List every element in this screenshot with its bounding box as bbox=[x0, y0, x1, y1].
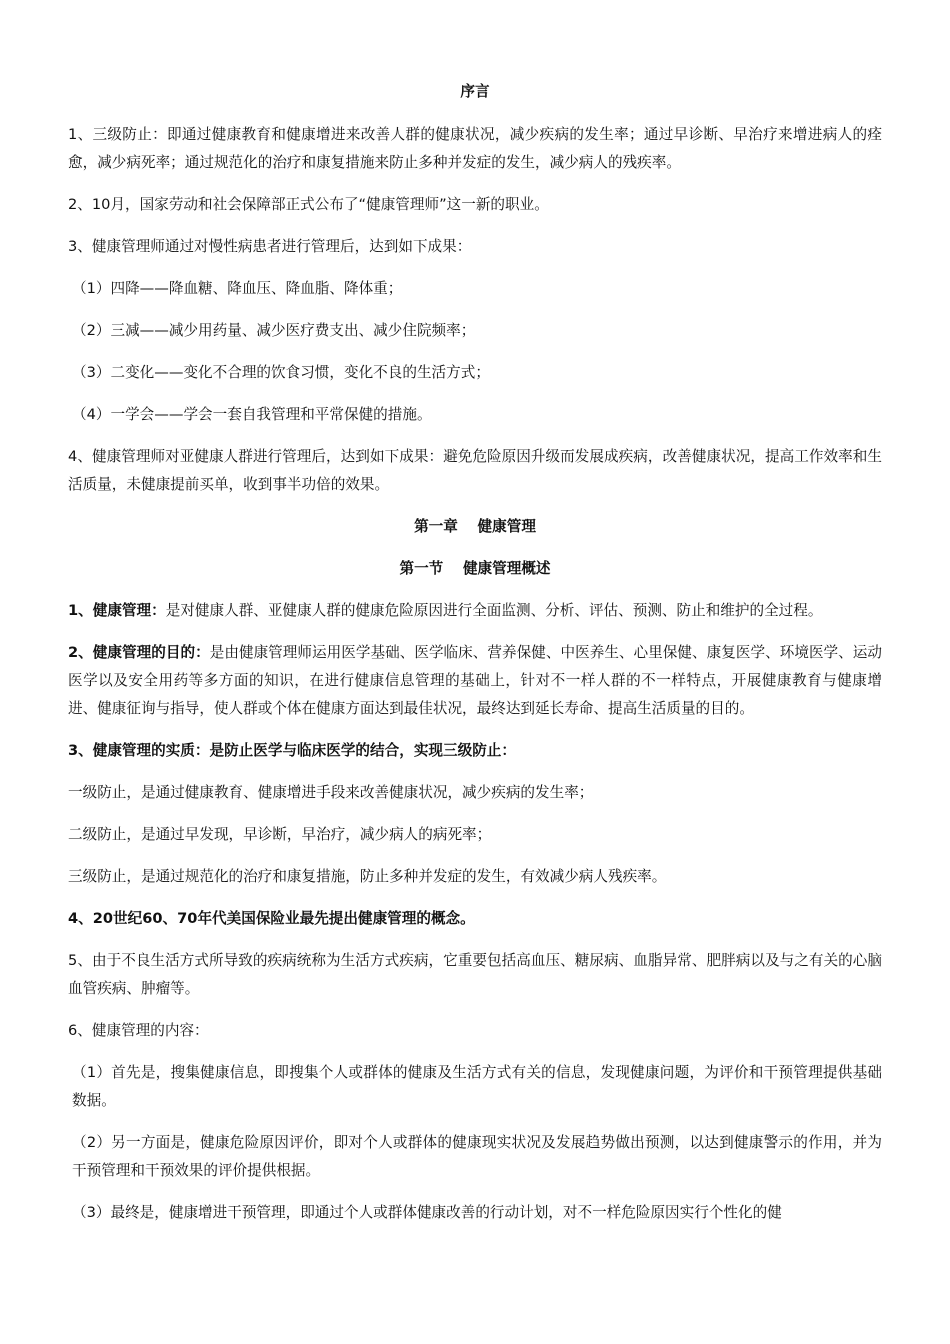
purpose-label: 2、健康管理的目的： bbox=[68, 644, 210, 661]
preface-item-3: 3、健康管理师通过对慢性病患者进行管理后，达到如下成果： bbox=[68, 238, 472, 255]
preface-title: 序言 bbox=[460, 83, 490, 100]
origin-paragraph: 4、20世纪60、70年代美国保险业最先提出健康管理的概念。 bbox=[68, 910, 475, 927]
content-title: 6、健康管理的内容： bbox=[68, 1022, 209, 1039]
definition-text: 是对健康人群、亚健康人群的健康危险原因进行全面监测、分析、评估、预测、防止和维护的全过程。 bbox=[165, 602, 823, 619]
preface-item-4: 4、健康管理师对亚健康人群进行管理后，达到如下成果：避免危险原因升级而发展成疾病，改善健康状况，提高工作效率和生活质量，未健康提前买单，收到事半功倍的效果。 bbox=[68, 448, 882, 493]
lifestyle-paragraph: 5、由于不良生活方式所导致的疾病统称为生活方式疾病，它重要包括高血压、糖尿病、血脂异常、肥胖病以及与之有关的心脑血管疾病、肿瘤等。 bbox=[68, 952, 882, 997]
preface-item-1: 1、三级防止：即通过健康教育和健康增进来改善人群的健康状况，减少疾病的发生率；通过早诊断、早治疗来增进病人的痊愈，减少病死率；通过规范化的治疗和康复措施来防止多种并发症的发生，减少病人的残疾率。 bbox=[68, 126, 882, 171]
preface-subitem-4: （4）一学会——学会一套自我管理和平常保健的措施。 bbox=[72, 406, 432, 423]
purpose-text: 是由健康管理师运用医学基础、医学临床、营养保健、中医养生、心里保健、康复医学、环境医学、运动医学以及安全用药等多方面的知识，在进行健康信息管理的基础上，针对不一样人群的不一样特点，开展健康教育与健康增进、健康征询与指导，使人群或个体在健康方面达到最佳状况，最终达到延长寿命、提高生活质量的目的。 bbox=[68, 644, 882, 717]
preface-subitem-1: （1）四降——降血糖、降血压、降血脂、降体重； bbox=[72, 280, 403, 297]
prevention-level-3: 三级防止，是通过规范化的治疗和康复措施，防止多种并发症的发生，有效减少病人残疾率。 bbox=[68, 868, 667, 885]
purpose-paragraph bbox=[68, 639, 882, 723]
prevention-level-2: 二级防止，是通过早发现，早诊断，早治疗，减少病人的病死率； bbox=[68, 826, 492, 843]
chapter-title: 第一章 健康管理 bbox=[414, 518, 536, 535]
content-item-2: （2）另一方面是，健康危险原因评价，即对个人或群体的健康现实状况及发展趋势做出预测，以达到健康警示的作用，并为干预管理和干预效果的评价提供根据。 bbox=[72, 1134, 882, 1179]
preface-subitem-2: （2）三减——减少用药量、减少医疗费支出、减少住院频率； bbox=[72, 322, 476, 339]
preface-item-2: 2、10月，国家劳动和社会保障部正式公布了“健康管理师”这一新的职业。 bbox=[68, 196, 549, 213]
preface-subitem-3: （3）二变化——变化不合理的饮食习惯，变化不良的生活方式； bbox=[72, 364, 490, 381]
prevention-level-1: 一级防止，是通过健康教育、健康增进手段来改善健康状况，减少疾病的发生率； bbox=[68, 784, 594, 801]
content-item-3: （3）最终是，健康增进干预管理，即通过个人或群体健康改善的行动计划，对不一样危险原因实行个性化的健 bbox=[72, 1204, 782, 1221]
essence-paragraph: 3、健康管理的实质：是防止医学与临床医学的结合，实现三级防止： bbox=[68, 742, 516, 759]
definition-paragraph bbox=[68, 597, 882, 625]
section-title: 第一节 健康管理概述 bbox=[399, 560, 551, 577]
definition-label: 1、健康管理： bbox=[68, 602, 166, 619]
content-item-1: （1）首先是，搜集健康信息，即搜集个人或群体的健康及生活方式有关的信息，发现健康问题，为评价和干预管理提供基础数据。 bbox=[72, 1064, 882, 1109]
